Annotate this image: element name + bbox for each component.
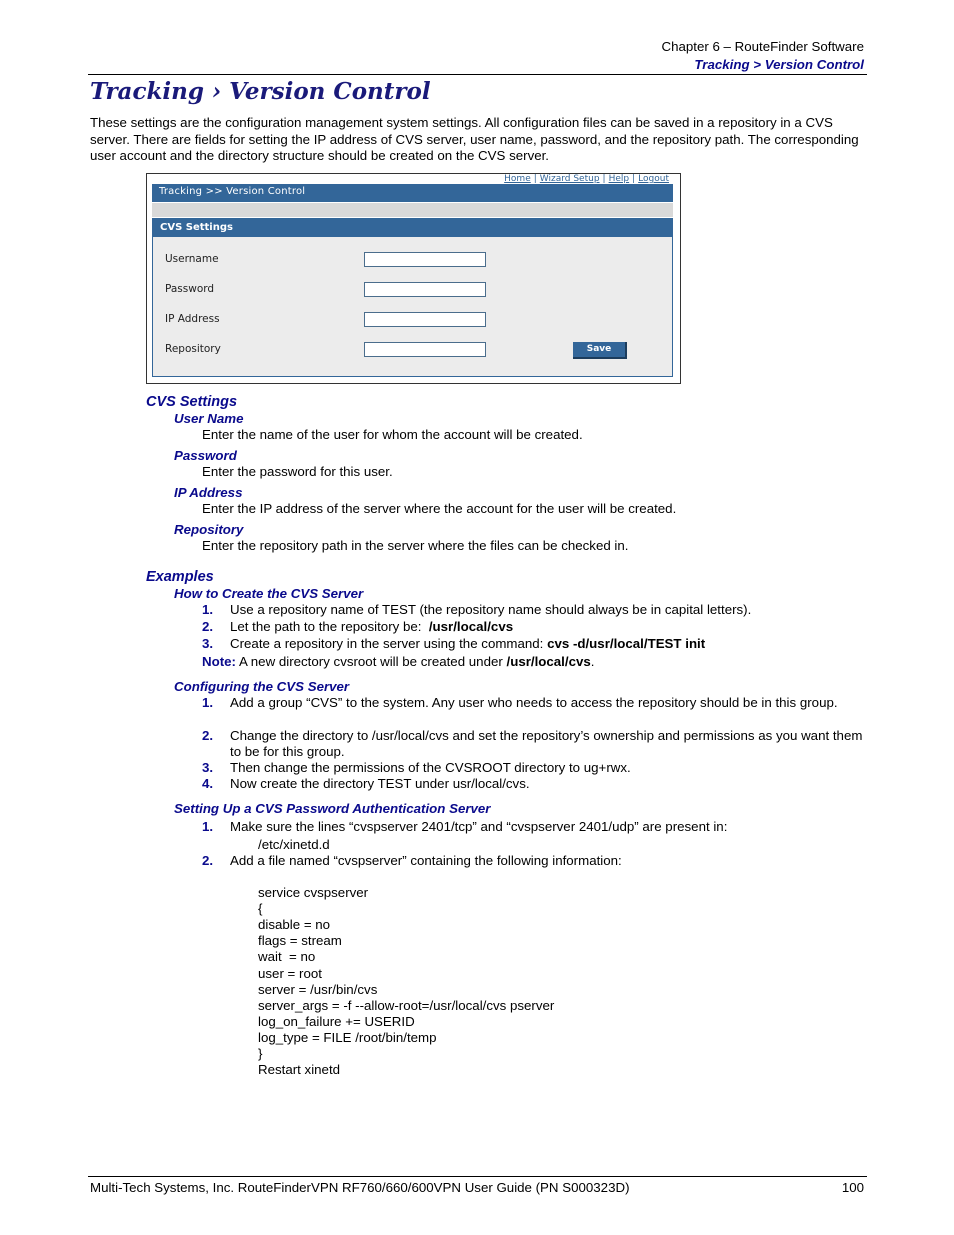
title-spacer [152, 203, 673, 217]
footer-rule [88, 1176, 867, 1177]
create-step-3-text [230, 636, 705, 652]
configure-step-1-text: Add a group “CVS” to the system. Any user who needs to access the repository should be in this group. [230, 695, 838, 710]
page-title: Tracking › Version Control [90, 78, 431, 105]
top-nav-links: Home | Wizard Setup | Help | Logout [501, 174, 672, 184]
config-code-block [258, 869, 554, 1094]
configure-server-title: Configuring the CVS Server [174, 679, 350, 694]
ip-address-desc: Enter the IP address of the server where the account for the user will be created. [202, 501, 677, 516]
create-step-1-text: Use a repository name of TEST (the repository name should always be in capital letters). [230, 602, 752, 617]
code-line: flags = stream [258, 933, 342, 949]
password-label: Password [165, 283, 215, 295]
configure-step-2-number: 2. [202, 728, 214, 743]
code-line: disable = no [258, 917, 331, 933]
code-line: { [258, 901, 263, 917]
chapter-header: Chapter 6 – RouteFinder Software [661, 39, 864, 54]
create-step-1-number: 1. [202, 602, 214, 617]
repository-label: Repository [165, 343, 221, 355]
ui-screenshot [146, 173, 681, 384]
save-button[interactable]: Save [573, 342, 627, 359]
configure-step-2-text: Change the directory to /usr/local/cvs and set the repository’s ownership and permissions as you want them to be for this group. [230, 728, 863, 759]
pserver-step-2-text: Add a file named “cvspserver” containing the following information: [230, 853, 622, 868]
create-step-2-plain: Let the path to the repository be: [230, 619, 429, 634]
create-step-3-plain: Create a repository in the server using the command: [230, 636, 548, 651]
section-header: Tracking > Version Control [694, 57, 864, 72]
password-input[interactable] [364, 282, 486, 297]
repository-desc: Enter the repository path in the server where the files can be checked in. [202, 538, 629, 553]
screen-title-bar [152, 184, 673, 202]
pserver-step-1-path: /etc/xinetd.d [258, 837, 330, 852]
ip-address-input[interactable] [364, 312, 486, 327]
pserver-step-1-text: Make sure the lines “cvspserver 2401/tcp” and “cvspserver 2401/udp” are present in: [230, 819, 728, 834]
intro-paragraph: These settings are the configuration management system settings. All configuration files can be saved in a repository in a CVS server. There are fields for setting the IP address of CVS server, user name, password, and the repository path. The corresponding user account and the directory structure should be created on the CVS server. [90, 115, 859, 163]
username-input[interactable] [364, 252, 486, 267]
code-line: server_args = -f --allow-root=/usr/local/cvs pserver [258, 997, 555, 1013]
create-server-title: How to Create the CVS Server [174, 586, 364, 601]
user-name-desc: Enter the name of the user for whom the account will be created. [202, 427, 583, 442]
screen-title: Tracking >> Version Control [159, 186, 306, 197]
note-label: Note: [202, 654, 236, 669]
pserver-step-1-number: 1. [202, 819, 214, 834]
create-step-2-text [230, 619, 513, 635]
note-end: . [590, 654, 595, 669]
code-line: } [258, 1046, 263, 1062]
repository-title: Repository [174, 522, 244, 537]
create-note [202, 654, 594, 670]
repository-input[interactable] [364, 342, 486, 357]
configure-step-3-text: Then change the permissions of the CVSROOT directory to ug+rwx. [230, 760, 631, 775]
code-line: wait = no [258, 949, 316, 965]
panel-header [153, 219, 672, 237]
ip-address-title: IP Address [174, 485, 243, 500]
username-label: Username [165, 253, 219, 265]
configure-step-4-number: 4. [202, 776, 214, 791]
user-name-title: User Name [174, 411, 244, 426]
page-number: 100 [841, 1180, 864, 1195]
header-rule [88, 74, 867, 75]
pserver-step-2-number: 2. [202, 853, 214, 868]
ip-address-label: IP Address [165, 313, 220, 325]
home-link[interactable]: Home [504, 174, 531, 184]
examples-heading: Examples [146, 569, 214, 585]
code-line: server = /usr/bin/cvs [258, 981, 378, 997]
pserver-title: Setting Up a CVS Password Authentication Server [174, 801, 491, 816]
configure-step-1-number: 1. [202, 695, 214, 710]
code-line: log_type = FILE /root/bin/temp [258, 1029, 437, 1045]
footer-text: Multi-Tech Systems, Inc. RouteFinderVPN RF760/660/600VPN User Guide (PN S000323D) [90, 1180, 630, 1195]
cvs-settings-heading: CVS Settings [146, 394, 238, 410]
note-text: A new directory cvsroot will be created under [235, 654, 507, 669]
password-title: Password [174, 448, 237, 463]
wizard-setup-link[interactable]: Wizard Setup [539, 174, 600, 184]
logout-link[interactable]: Logout [638, 174, 669, 184]
password-desc: Enter the password for this user. [202, 464, 393, 479]
code-line: user = root [258, 965, 322, 981]
help-link[interactable]: Help [608, 174, 630, 184]
create-step-3-command: cvs -d/usr/local/TEST init [547, 636, 706, 651]
create-step-2-path: /usr/local/cvs [428, 619, 514, 634]
code-line: service cvspserver [258, 885, 369, 901]
create-step-2-number: 2. [202, 619, 214, 634]
create-step-3-number: 3. [202, 636, 214, 651]
code-line: log_on_failure += USERID [258, 1013, 415, 1029]
configure-step-4-text: Now create the directory TEST under usr/local/cvs. [230, 776, 530, 791]
code-line: Restart xinetd [258, 1062, 341, 1078]
panel-title: CVS Settings [160, 222, 233, 233]
cvs-settings-panel [152, 218, 673, 377]
configure-step-3-number: 3. [202, 760, 214, 775]
note-path: /usr/local/cvs [506, 654, 591, 669]
